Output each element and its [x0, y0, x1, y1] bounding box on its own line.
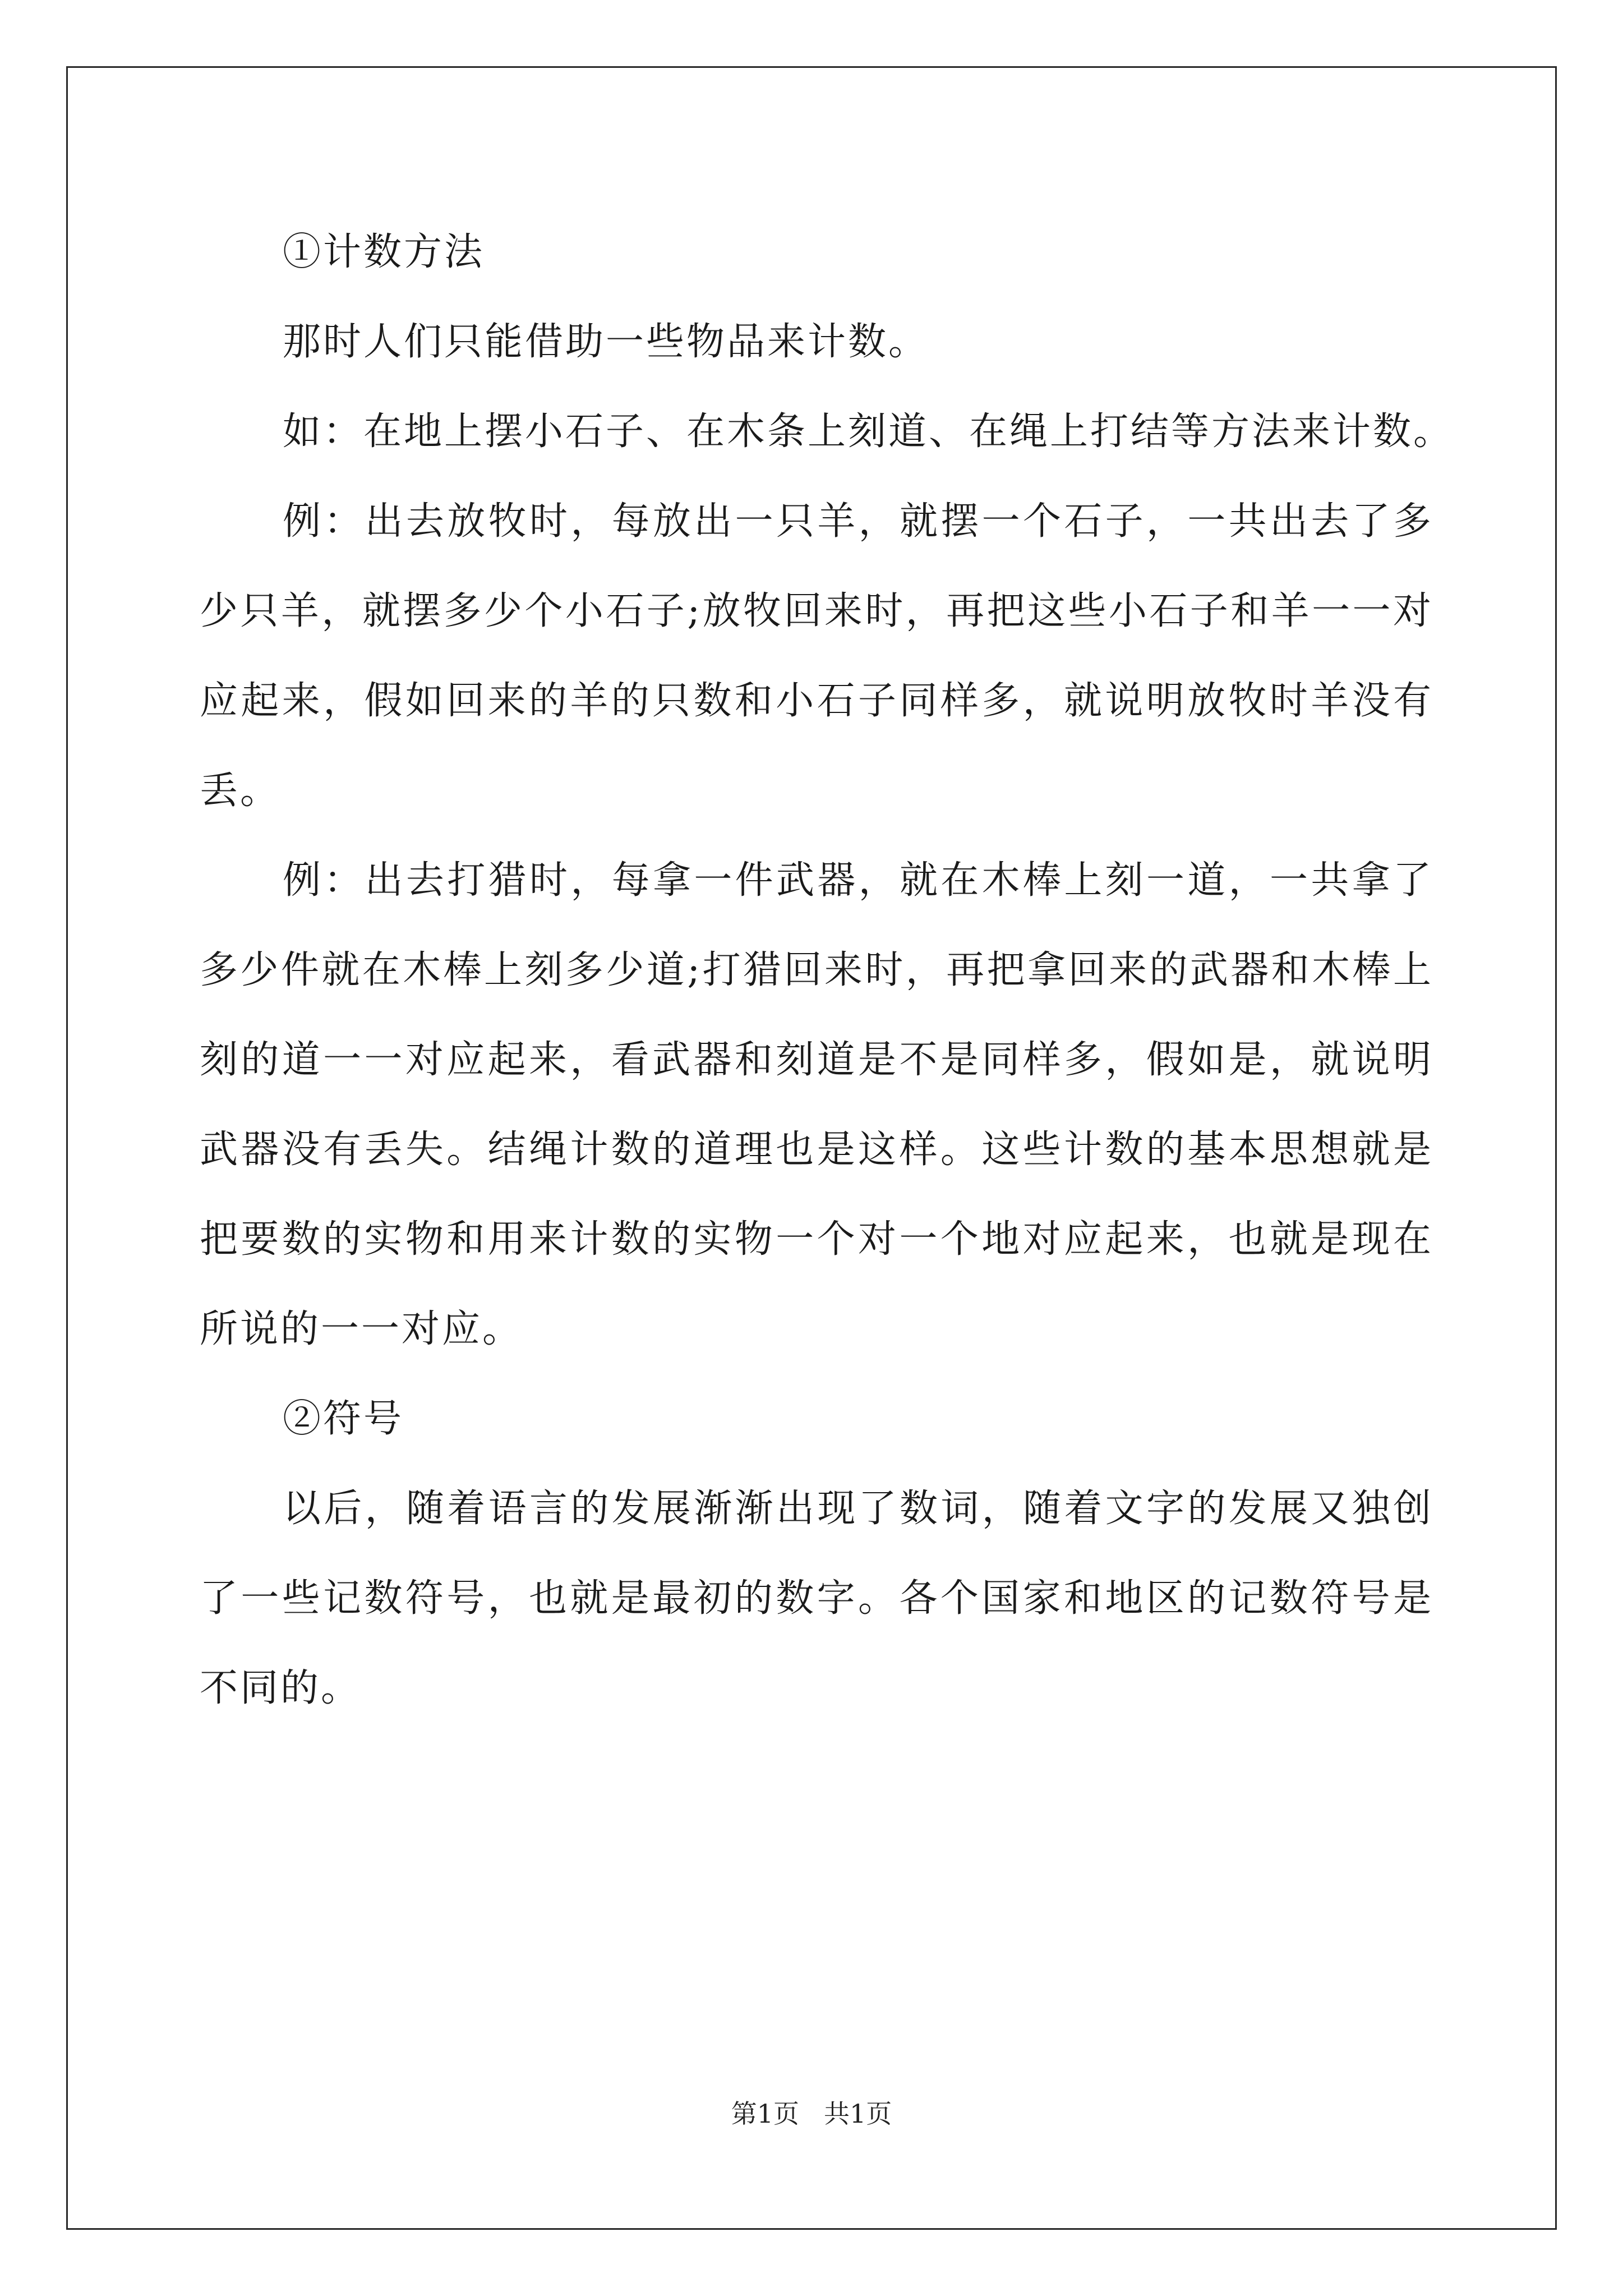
paragraph-line: 不同的。: [200, 1666, 362, 1710]
section-heading-counting-method: ①计数方法: [283, 230, 485, 274]
paragraph-line: 武器没有丢失。结绳计数的道理也是这样。这些计数的基本思想就是: [200, 1128, 1433, 1172]
paragraph-line: 把要数的实物和用来计数的实物一个对一个地对应起来，也就是现在: [200, 1217, 1433, 1262]
paragraph-line: 丢。: [200, 769, 281, 813]
page-footer: [0, 2097, 1623, 2131]
paragraph-line: 如：在地上摆小石子、在木条上刻道、在绳上打结等方法来计数。: [283, 409, 1454, 454]
paragraph-line: 刻的道一一对应起来，看武器和刻道是不是同样多，假如是，就说明: [200, 1038, 1433, 1082]
paragraph-line: 了一些记数符号，也就是最初的数字。各个国家和地区的记数符号是: [200, 1576, 1433, 1621]
paragraph-line: 例：出去打猎时，每拿一件武器，就在木棒上刻一道，一共拿了: [283, 858, 1433, 903]
paragraph-line: 少只羊，就摆多少个小石子;放牧回来时，再把这些小石子和羊一一对: [200, 589, 1433, 633]
page-number: 第1页: [731, 2099, 800, 2129]
paragraph-line: 那时人们只能借助一些物品来计数。: [283, 320, 929, 364]
paragraph-line: 所说的一一对应。: [200, 1307, 523, 1351]
paragraph-line: 应起来，假如回来的羊的只数和小石子同样多，就说明放牧时羊没有: [200, 679, 1433, 723]
page-total: 共1页: [823, 2099, 892, 2129]
section-heading-symbols: ②符号: [283, 1397, 404, 1441]
document-body: [200, 208, 1454, 1733]
paragraph-line: 例：出去放牧时，每放出一只羊，就摆一个石子，一共出去了多: [283, 499, 1433, 544]
paragraph-line: 多少件就在木棒上刻多少道;打猎回来时，再把拿回来的武器和木棒上: [200, 948, 1433, 992]
paragraph-line: 以后，随着语言的发展渐渐出现了数词，随着文字的发展又独创: [283, 1487, 1433, 1531]
